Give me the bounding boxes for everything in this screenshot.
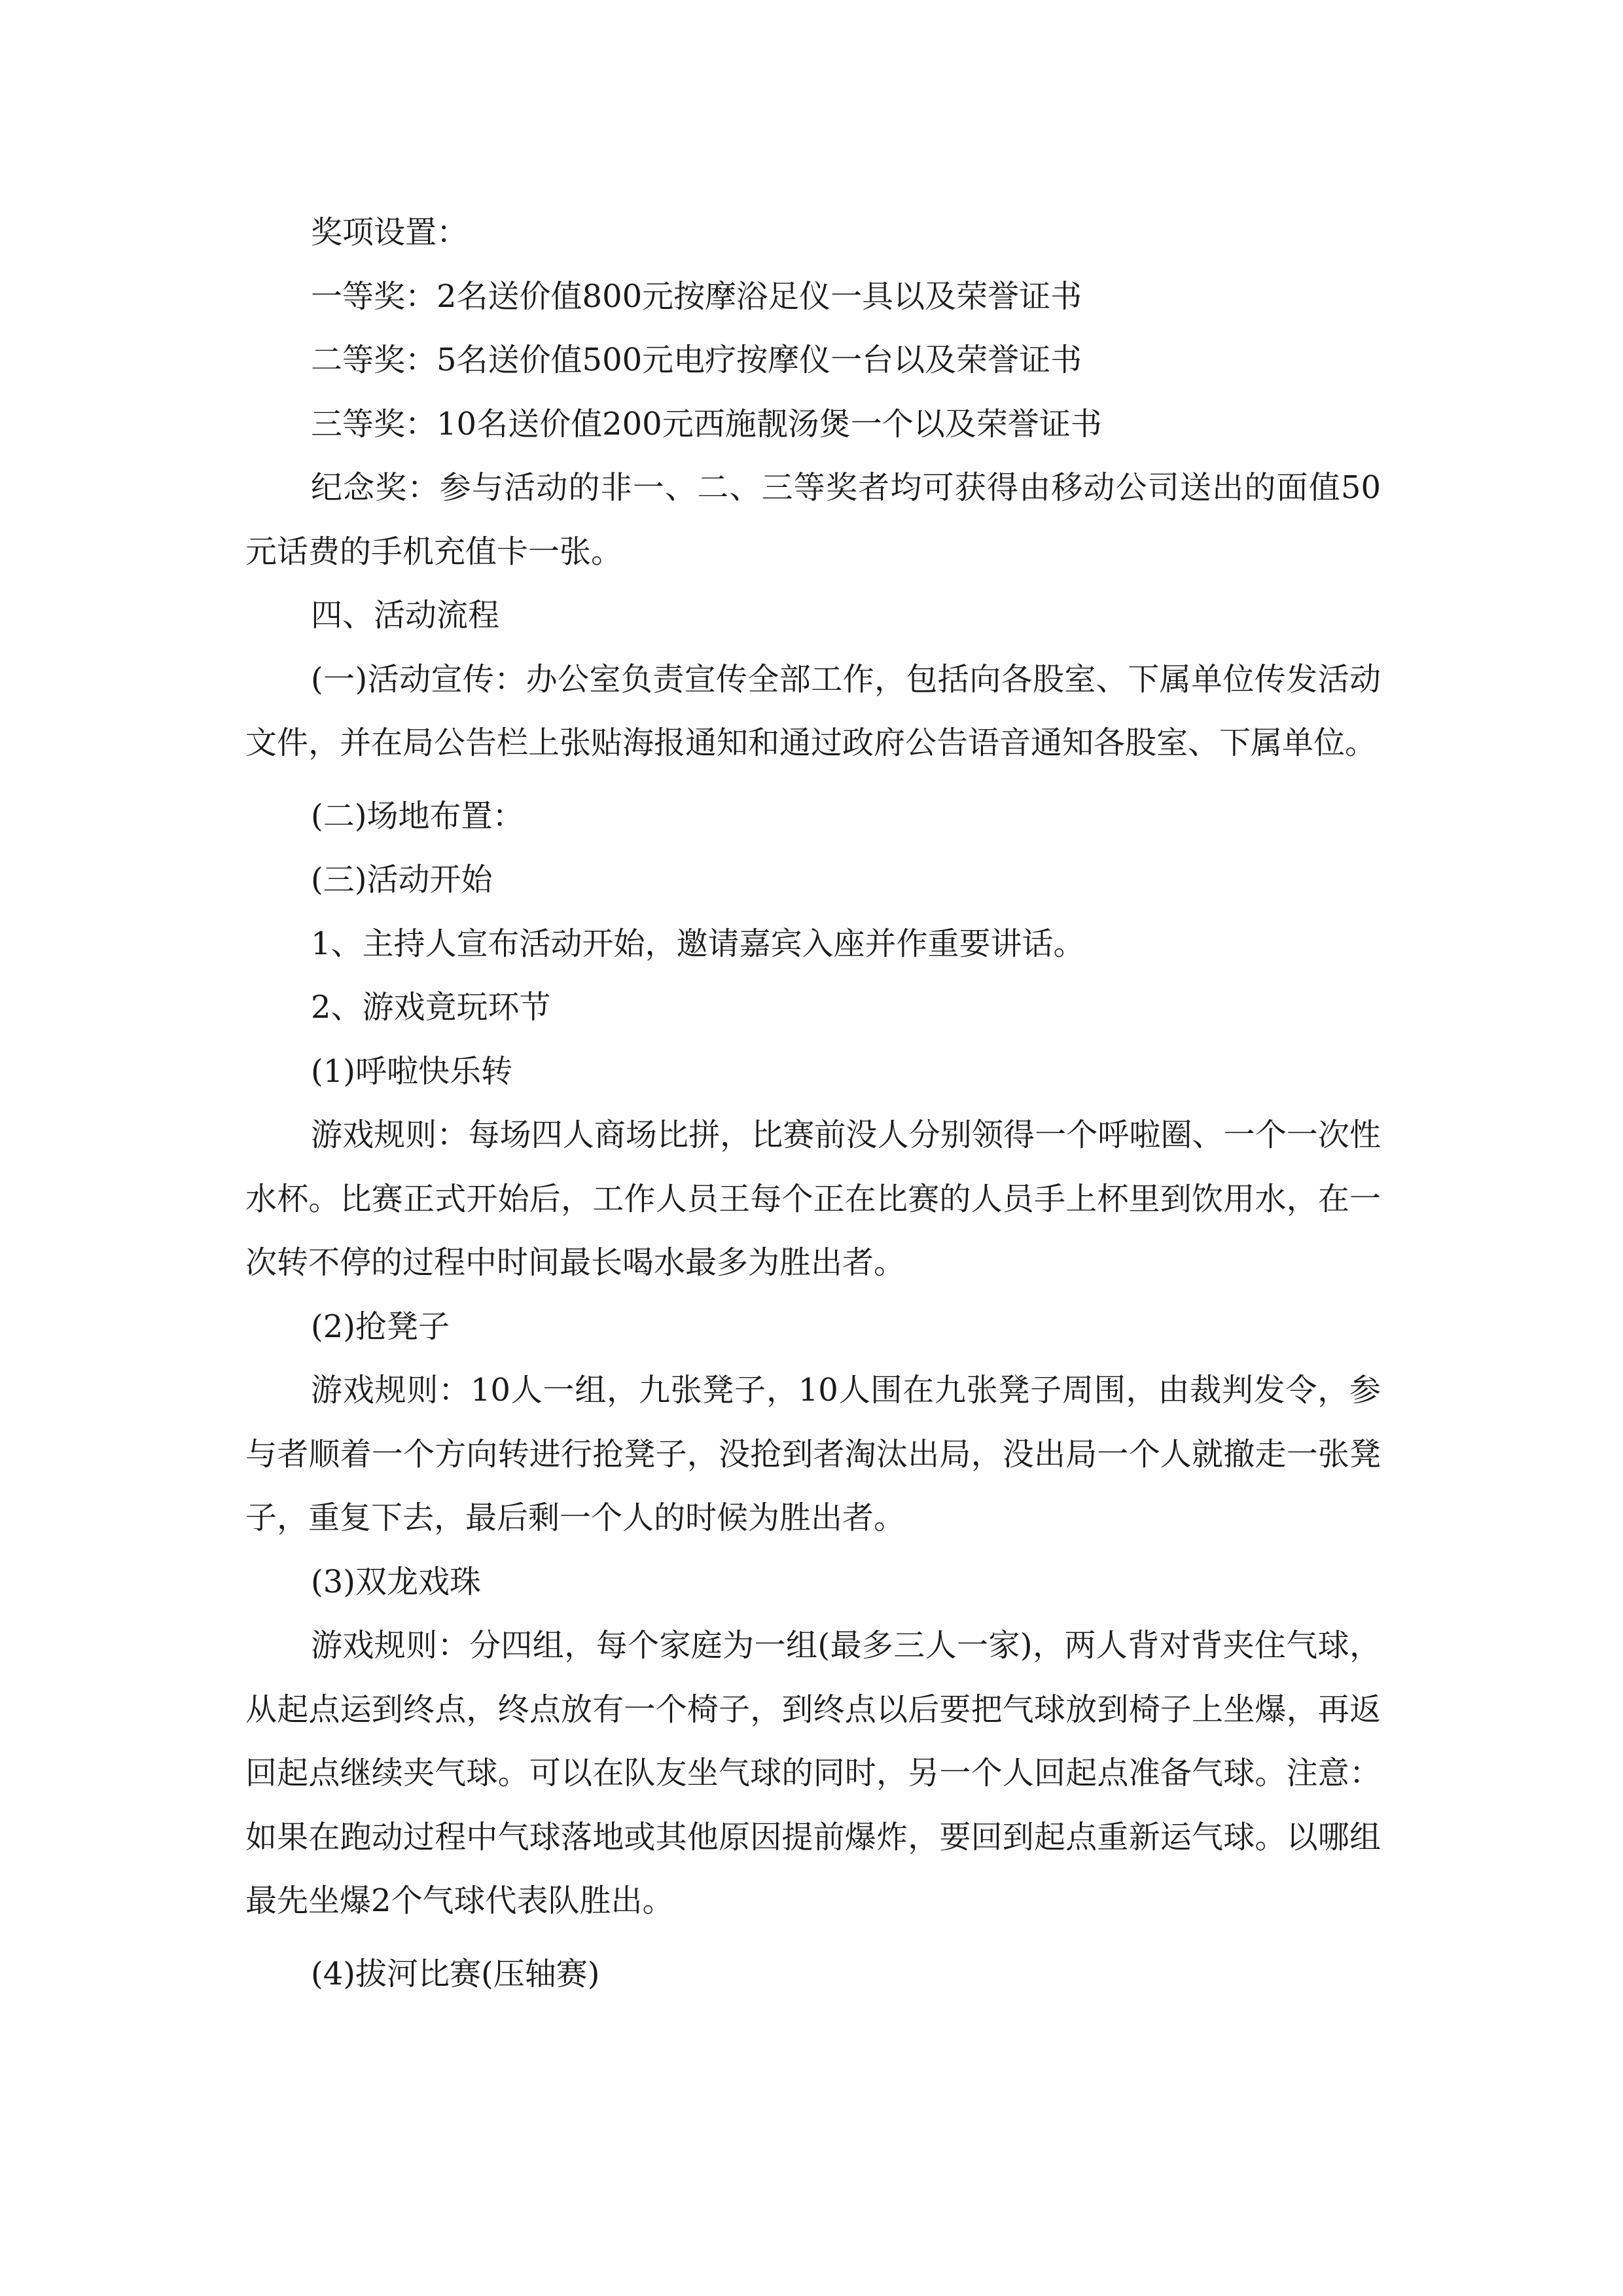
- game-4-title: (4)拔河比赛(压轴赛): [311, 1955, 600, 1992]
- venue-setup: (二)场地布置：: [311, 797, 524, 834]
- awards-heading: 奖项设置：: [311, 214, 469, 251]
- game-2-title: (2)抢凳子: [311, 1308, 450, 1345]
- second-prize: 二等奖：5名送价值500元电疗按摩仪一台以及荣誉证书: [311, 342, 1082, 378]
- publicity-paragraph: (一)活动宣传：办公室负责宣传全部工作，包括向各股室、下属单位传发活动文件，并在局公告栏上张贴海报通知和通过政府公告语音通知各股室、下属单位。: [245, 660, 1381, 761]
- document-body: [245, 201, 1381, 2006]
- game-1-title: (1)呼啦快乐转: [311, 1052, 512, 1090]
- game-3-title: (3)双龙戏珠: [311, 1563, 481, 1600]
- activity-start: (三)活动开始: [311, 861, 493, 898]
- souvenir-prize: 纪念奖：参与活动的非一、二、三等奖者均可获得由移动公司送出的面值50元话费的手机充值卡一张。: [245, 469, 1381, 570]
- step-1: 1、主持人宣布活动开始，邀请嘉宾入座并作重要讲话。: [311, 925, 1085, 962]
- section-heading-process: 四、活动流程: [311, 597, 500, 634]
- first-prize: 一等奖：2名送价值800元按摩浴足仪一具以及荣誉证书: [311, 278, 1082, 315]
- game-2-rules: 游戏规则：10人一组，九张凳子，10人围在九张凳子周围，由裁判发令，参与者顺着一个方向转进行抢凳子，没抢到者淘汰出局，没出局一个人就撤走一张凳子，重复下去，最后剩一个人的时候为胜出者。: [245, 1372, 1381, 1536]
- game-1-rules: 游戏规则：每场四人商场比拼，比赛前没人分别领得一个呼啦圈、一个一次性水杯。比赛正式开始后，工作人员王每个正在比赛的人员手上杯里到饮用水，在一次转不停的过程中时间最长喝水最多为胜出者。: [245, 1117, 1381, 1281]
- game-3-rules: 游戏规则：分四组，每个家庭为一组(最多三人一家)，两人背对背夹住气球，从起点运到终点，终点放有一个椅子，到终点以后要把气球放到椅子上坐爆，再返回起点继续夹气球。可以在队友坐气球的同时，另一个人回起点准备气球。注意：如果在跑动过程中气球落地或其他原因提前爆炸，要回到起点重新运气球。以哪组最先坐爆2个气球代表队胜出。: [245, 1627, 1381, 1919]
- third-prize: 三等奖：10名送价值200元西施靓汤煲一个以及荣誉证书: [311, 405, 1102, 442]
- step-2: 2、游戏竟玩环节: [311, 989, 551, 1026]
